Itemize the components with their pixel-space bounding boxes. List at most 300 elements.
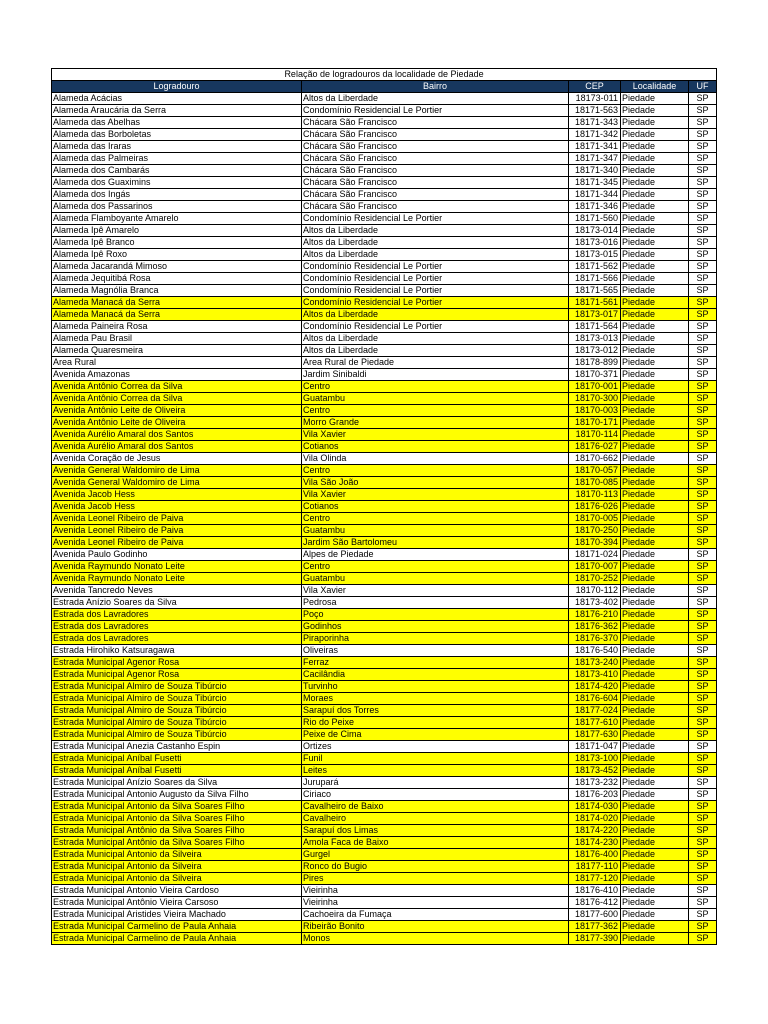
cell-cep: 18170-252 xyxy=(569,573,621,585)
cell-cep: 18173-014 xyxy=(569,225,621,237)
cell-cep: 18171-565 xyxy=(569,285,621,297)
cell-logradouro: Avenida Coração de Jesus xyxy=(52,453,302,465)
table-row xyxy=(52,405,717,417)
cell-localidade: Piedade xyxy=(621,165,689,177)
cell-logradouro: Avenida Raymundo Nonato Leite xyxy=(52,561,302,573)
cell-uf: SP xyxy=(689,813,717,825)
cell-localidade: Piedade xyxy=(621,657,689,669)
cell-localidade: Piedade xyxy=(621,105,689,117)
cell-cep: 18170-113 xyxy=(569,489,621,501)
cell-cep: 18171-563 xyxy=(569,105,621,117)
cell-logradouro: Estrada Municipal Aníbal Fusetti xyxy=(52,753,302,765)
cell-cep: 18176-026 xyxy=(569,501,621,513)
table-row xyxy=(52,129,717,141)
cell-uf: SP xyxy=(689,765,717,777)
cell-logradouro: Avenida Jacob Hess xyxy=(52,501,302,513)
cell-uf: SP xyxy=(689,645,717,657)
cell-bairro: Cotianos xyxy=(302,441,569,453)
cell-uf: SP xyxy=(689,117,717,129)
cell-localidade: Piedade xyxy=(621,645,689,657)
table-row xyxy=(52,693,717,705)
cell-logradouro: Estrada Municipal Almiro de Souza Tibúrcio xyxy=(52,729,302,741)
cell-uf: SP xyxy=(689,105,717,117)
cell-cep: 18173-452 xyxy=(569,765,621,777)
table-row xyxy=(52,681,717,693)
cell-cep: 18171-047 xyxy=(569,741,621,753)
cell-logradouro: Alameda Flamboyante Amarelo xyxy=(52,213,302,225)
header-cep: CEP xyxy=(569,81,621,93)
cell-logradouro: Estrada Municipal Almiro de Souza Tibúrcio xyxy=(52,705,302,717)
cell-cep: 18177-600 xyxy=(569,909,621,921)
cell-bairro: Vieirinha xyxy=(302,885,569,897)
cell-cep: 18171-566 xyxy=(569,273,621,285)
cell-localidade: Piedade xyxy=(621,525,689,537)
cell-cep: 18171-562 xyxy=(569,261,621,273)
cell-uf: SP xyxy=(689,729,717,741)
table-row xyxy=(52,825,717,837)
cell-logradouro: Estrada Municipal Almiro de Souza Tibúrcio xyxy=(52,693,302,705)
cell-uf: SP xyxy=(689,705,717,717)
table-row xyxy=(52,849,717,861)
table-row xyxy=(52,561,717,573)
cell-uf: SP xyxy=(689,525,717,537)
cell-cep: 18173-011 xyxy=(569,93,621,105)
cell-bairro: Vila Xavier xyxy=(302,429,569,441)
cell-cep: 18171-564 xyxy=(569,321,621,333)
cell-uf: SP xyxy=(689,321,717,333)
cell-logradouro: Alameda Araucária da Serra xyxy=(52,105,302,117)
cell-localidade: Piedade xyxy=(621,873,689,885)
cell-uf: SP xyxy=(689,849,717,861)
cell-localidade: Piedade xyxy=(621,705,689,717)
cell-localidade: Piedade xyxy=(621,405,689,417)
table-row xyxy=(52,477,717,489)
cell-bairro: Guatambu xyxy=(302,393,569,405)
cell-logradouro: Avenida Amazonas xyxy=(52,369,302,381)
cell-bairro: Sarapuí dos Limas xyxy=(302,825,569,837)
cell-bairro: Ortizes xyxy=(302,741,569,753)
cell-localidade: Piedade xyxy=(621,909,689,921)
cell-cep: 18173-232 xyxy=(569,777,621,789)
cell-uf: SP xyxy=(689,261,717,273)
cell-bairro: Centro xyxy=(302,561,569,573)
cell-logradouro: Avenida Antônio Correa da Silva xyxy=(52,393,302,405)
cell-localidade: Piedade xyxy=(621,621,689,633)
cell-uf: SP xyxy=(689,189,717,201)
cell-uf: SP xyxy=(689,717,717,729)
cell-uf: SP xyxy=(689,633,717,645)
table-row xyxy=(52,285,717,297)
cell-localidade: Piedade xyxy=(621,585,689,597)
cell-bairro: Guatambu xyxy=(302,573,569,585)
cell-bairro: Morro Grande xyxy=(302,417,569,429)
table-row xyxy=(52,573,717,585)
cell-localidade: Piedade xyxy=(621,717,689,729)
table-row xyxy=(52,657,717,669)
cell-logradouro: Estrada dos Lavradores xyxy=(52,621,302,633)
cell-localidade: Piedade xyxy=(621,393,689,405)
cell-logradouro: Alameda das Borboletas xyxy=(52,129,302,141)
cell-cep: 18176-370 xyxy=(569,633,621,645)
table-row xyxy=(52,309,717,321)
cell-logradouro: Avenida General Waldomiro de Lima xyxy=(52,465,302,477)
cell-localidade: Piedade xyxy=(621,501,689,513)
table-title: Relação de logradouros da localidade de Piedade xyxy=(52,69,717,81)
cell-logradouro: Avenida Raymundo Nonato Leite xyxy=(52,573,302,585)
cell-uf: SP xyxy=(689,501,717,513)
cell-bairro: Centro xyxy=(302,513,569,525)
cell-localidade: Piedade xyxy=(621,357,689,369)
cell-logradouro: Area Rural xyxy=(52,357,302,369)
cell-logradouro: Avenida Antônio Correa da Silva xyxy=(52,381,302,393)
cell-localidade: Piedade xyxy=(621,249,689,261)
cell-logradouro: Avenida Jacob Hess xyxy=(52,489,302,501)
cell-localidade: Piedade xyxy=(621,453,689,465)
cell-bairro: Funil xyxy=(302,753,569,765)
cell-logradouro: Estrada Municipal Antônio Vieira Carsoso xyxy=(52,897,302,909)
table-row xyxy=(52,525,717,537)
cell-uf: SP xyxy=(689,213,717,225)
cell-bairro: Altos da Liberdade xyxy=(302,309,569,321)
cell-bairro: Piraporinha xyxy=(302,633,569,645)
cell-localidade: Piedade xyxy=(621,441,689,453)
cell-localidade: Piedade xyxy=(621,729,689,741)
table-row xyxy=(52,261,717,273)
cell-bairro: Chácara São Francisco xyxy=(302,201,569,213)
table-row xyxy=(52,597,717,609)
cell-localidade: Piedade xyxy=(621,333,689,345)
cell-logradouro: Estrada Municipal Antonio da Silveira xyxy=(52,861,302,873)
cell-logradouro: Estrada Hirohiko Katsuragawa xyxy=(52,645,302,657)
cell-bairro: Vila São João xyxy=(302,477,569,489)
cell-localidade: Piedade xyxy=(621,933,689,945)
table-row xyxy=(52,333,717,345)
cell-cep: 18173-100 xyxy=(569,753,621,765)
cell-uf: SP xyxy=(689,873,717,885)
cell-bairro: Altos da Liberdade xyxy=(302,249,569,261)
table-row xyxy=(52,633,717,645)
cell-uf: SP xyxy=(689,657,717,669)
cell-logradouro: Alameda Magnólia Branca xyxy=(52,285,302,297)
cell-uf: SP xyxy=(689,249,717,261)
cell-localidade: Piedade xyxy=(621,513,689,525)
cell-uf: SP xyxy=(689,753,717,765)
table-row xyxy=(52,765,717,777)
table-row xyxy=(52,813,717,825)
cell-logradouro: Alameda dos Guaximins xyxy=(52,177,302,189)
cell-localidade: Piedade xyxy=(621,321,689,333)
cell-logradouro: Avenida General Waldomiro de Lima xyxy=(52,477,302,489)
cell-cep: 18170-085 xyxy=(569,477,621,489)
table-row xyxy=(52,117,717,129)
table-row xyxy=(52,369,717,381)
cell-uf: SP xyxy=(689,897,717,909)
cell-bairro: Condomínio Residencial Le Portier xyxy=(302,297,569,309)
cell-bairro: Cotianos xyxy=(302,501,569,513)
cell-bairro: Altos da Liberdade xyxy=(302,237,569,249)
cell-cep: 18178-899 xyxy=(569,357,621,369)
cell-uf: SP xyxy=(689,417,717,429)
cell-cep: 18176-410 xyxy=(569,885,621,897)
table-row xyxy=(52,417,717,429)
cell-localidade: Piedade xyxy=(621,777,689,789)
cell-cep: 18170-394 xyxy=(569,537,621,549)
cell-cep: 18171-342 xyxy=(569,129,621,141)
cell-uf: SP xyxy=(689,537,717,549)
table-row xyxy=(52,717,717,729)
cell-cep: 18176-400 xyxy=(569,849,621,861)
table-row xyxy=(52,669,717,681)
cell-bairro: Vila Xavier xyxy=(302,489,569,501)
cell-uf: SP xyxy=(689,801,717,813)
cell-bairro: Cavalheiro xyxy=(302,813,569,825)
cell-bairro: Chácara São Francisco xyxy=(302,141,569,153)
cell-uf: SP xyxy=(689,309,717,321)
cell-cep: 18173-015 xyxy=(569,249,621,261)
cell-localidade: Piedade xyxy=(621,117,689,129)
cell-localidade: Piedade xyxy=(621,477,689,489)
cell-bairro: Altos da Liberdade xyxy=(302,93,569,105)
cell-logradouro: Estrada Municipal Antonio da Silveira xyxy=(52,849,302,861)
table-row xyxy=(52,453,717,465)
cell-logradouro: Avenida Paulo Godinho xyxy=(52,549,302,561)
cell-logradouro: Avenida Aurélio Amaral dos Santos xyxy=(52,441,302,453)
cell-uf: SP xyxy=(689,825,717,837)
cell-logradouro: Estrada Municipal Aristides Vieira Machado xyxy=(52,909,302,921)
table-row xyxy=(52,909,717,921)
cell-localidade: Piedade xyxy=(621,297,689,309)
cell-cep: 18171-347 xyxy=(569,153,621,165)
cell-bairro: Pires xyxy=(302,873,569,885)
cell-localidade: Piedade xyxy=(621,789,689,801)
cell-localidade: Piedade xyxy=(621,549,689,561)
table-row xyxy=(52,381,717,393)
cell-logradouro: Avenida Leonel Ribeiro de Paiva xyxy=(52,537,302,549)
cell-logradouro: Avenida Antônio Leite de Oliveira xyxy=(52,417,302,429)
cell-uf: SP xyxy=(689,285,717,297)
cell-logradouro: Avenida Leonel Ribeiro de Paiva xyxy=(52,513,302,525)
cell-bairro: Peixe de Cima xyxy=(302,729,569,741)
cell-logradouro: Estrada Municipal Almiro de Souza Tibúrcio xyxy=(52,717,302,729)
cell-uf: SP xyxy=(689,861,717,873)
cell-bairro: Jardim São Bartolomeu xyxy=(302,537,569,549)
header-logradouro: Logradouro xyxy=(52,81,302,93)
cell-logradouro: Estrada Municipal Aníbal Fusetti xyxy=(52,765,302,777)
cell-logradouro: Estrada Municipal Antonio da Silva Soares Filho xyxy=(52,801,302,813)
cell-localidade: Piedade xyxy=(621,597,689,609)
cell-cep: 18177-024 xyxy=(569,705,621,717)
cell-uf: SP xyxy=(689,597,717,609)
table-row xyxy=(52,429,717,441)
cell-bairro: Condomínio Residencial Le Portier xyxy=(302,273,569,285)
cell-logradouro: Estrada Municipal Agenor Rosa xyxy=(52,669,302,681)
table-row xyxy=(52,621,717,633)
cell-uf: SP xyxy=(689,225,717,237)
cell-uf: SP xyxy=(689,333,717,345)
cell-cep: 18173-240 xyxy=(569,657,621,669)
cell-uf: SP xyxy=(689,669,717,681)
cell-localidade: Piedade xyxy=(621,537,689,549)
cell-cep: 18170-057 xyxy=(569,465,621,477)
header-localidade: Localidade xyxy=(621,81,689,93)
cell-logradouro: Estrada Municipal Antonio da Silva Soares Filho xyxy=(52,813,302,825)
table-row xyxy=(52,249,717,261)
cell-localidade: Piedade xyxy=(621,465,689,477)
table-row xyxy=(52,933,717,945)
table-row xyxy=(52,741,717,753)
cell-localidade: Piedade xyxy=(621,861,689,873)
cell-cep: 18170-112 xyxy=(569,585,621,597)
cell-localidade: Piedade xyxy=(621,681,689,693)
cell-uf: SP xyxy=(689,513,717,525)
cell-logradouro: Alameda Manacá da Serra xyxy=(52,309,302,321)
cell-cep: 18170-005 xyxy=(569,513,621,525)
cell-cep: 18173-410 xyxy=(569,669,621,681)
cell-localidade: Piedade xyxy=(621,345,689,357)
cell-uf: SP xyxy=(689,789,717,801)
cell-bairro: Condomínio Residencial Le Portier xyxy=(302,285,569,297)
cell-bairro: Vila Olinda xyxy=(302,453,569,465)
cell-uf: SP xyxy=(689,561,717,573)
table-row xyxy=(52,93,717,105)
cell-cep: 18177-630 xyxy=(569,729,621,741)
cell-localidade: Piedade xyxy=(621,177,689,189)
cell-bairro: Pedrosa xyxy=(302,597,569,609)
cell-logradouro: Estrada Municipal Antônio da Silva Soares Filho xyxy=(52,825,302,837)
cell-bairro: Condomínio Residencial Le Portier xyxy=(302,105,569,117)
cell-logradouro: Estrada Municipal Almiro de Souza Tibúrcio xyxy=(52,681,302,693)
cell-localidade: Piedade xyxy=(621,609,689,621)
table-row xyxy=(52,885,717,897)
cell-uf: SP xyxy=(689,777,717,789)
cell-cep: 18176-540 xyxy=(569,645,621,657)
table-row xyxy=(52,861,717,873)
cell-uf: SP xyxy=(689,153,717,165)
cell-bairro: Cacilândia xyxy=(302,669,569,681)
cell-uf: SP xyxy=(689,549,717,561)
cell-localidade: Piedade xyxy=(621,417,689,429)
cell-bairro: Sarapuí dos Torres xyxy=(302,705,569,717)
header-bairro: Bairro xyxy=(302,81,569,93)
cell-cep: 18176-362 xyxy=(569,621,621,633)
cell-localidade: Piedade xyxy=(621,429,689,441)
table-row xyxy=(52,705,717,717)
cell-bairro: Centro xyxy=(302,405,569,417)
cell-bairro: Chácara São Francisco xyxy=(302,153,569,165)
cell-bairro: Chácara São Francisco xyxy=(302,189,569,201)
cell-bairro: Altos da Liberdade xyxy=(302,345,569,357)
table-row xyxy=(52,393,717,405)
table-row xyxy=(52,777,717,789)
cell-cep: 18176-604 xyxy=(569,693,621,705)
cell-cep: 18173-013 xyxy=(569,333,621,345)
cell-bairro: Cachoeira da Fumaça xyxy=(302,909,569,921)
table-row xyxy=(52,237,717,249)
cell-cep: 18171-343 xyxy=(569,117,621,129)
cell-localidade: Piedade xyxy=(621,201,689,213)
cell-bairro: Leites xyxy=(302,765,569,777)
cell-bairro: Monos xyxy=(302,933,569,945)
cell-cep: 18177-110 xyxy=(569,861,621,873)
table-row xyxy=(52,549,717,561)
cell-uf: SP xyxy=(689,393,717,405)
cell-uf: SP xyxy=(689,141,717,153)
cell-cep: 18171-340 xyxy=(569,165,621,177)
cell-uf: SP xyxy=(689,369,717,381)
table-row xyxy=(52,501,717,513)
table-row xyxy=(52,921,717,933)
cell-uf: SP xyxy=(689,477,717,489)
cell-uf: SP xyxy=(689,429,717,441)
cell-cep: 18177-120 xyxy=(569,873,621,885)
cell-logradouro: Alameda dos Cambarás xyxy=(52,165,302,177)
cell-uf: SP xyxy=(689,693,717,705)
cell-bairro: Vieirinha xyxy=(302,897,569,909)
table-row xyxy=(52,465,717,477)
table-row xyxy=(52,345,717,357)
cell-localidade: Piedade xyxy=(621,753,689,765)
cell-uf: SP xyxy=(689,345,717,357)
table-row xyxy=(52,837,717,849)
table-row xyxy=(52,357,717,369)
cell-logradouro: Alameda Manacá da Serra xyxy=(52,297,302,309)
cell-logradouro: Alameda dos Ingás xyxy=(52,189,302,201)
cell-logradouro: Estrada Municipal Carmelino de Paula Anhaia xyxy=(52,921,302,933)
cell-logradouro: Estrada Municipal Anezia Castanho Espin xyxy=(52,741,302,753)
cell-uf: SP xyxy=(689,909,717,921)
cell-logradouro: Avenida Leonel Ribeiro de Paiva xyxy=(52,525,302,537)
cell-bairro: Ciriaco xyxy=(302,789,569,801)
cell-bairro: Ribeirão Bonito xyxy=(302,921,569,933)
cell-localidade: Piedade xyxy=(621,669,689,681)
table-row xyxy=(52,273,717,285)
cell-localidade: Piedade xyxy=(621,765,689,777)
cell-bairro: Chácara São Francisco xyxy=(302,177,569,189)
table-body xyxy=(52,93,717,945)
cell-logradouro: Estrada Municipal Antonio da Silveira xyxy=(52,873,302,885)
cell-cep: 18170-250 xyxy=(569,525,621,537)
cell-bairro: Turvinho xyxy=(302,681,569,693)
cell-bairro: Oliveiras xyxy=(302,645,569,657)
cell-uf: SP xyxy=(689,837,717,849)
cell-logradouro: Estrada dos Lavradores xyxy=(52,633,302,645)
cell-cep: 18170-371 xyxy=(569,369,621,381)
table-row xyxy=(52,177,717,189)
cell-bairro: Chácara São Francisco xyxy=(302,165,569,177)
cell-bairro: Cavalheiro de Baixo xyxy=(302,801,569,813)
cell-uf: SP xyxy=(689,237,717,249)
cell-cep: 18170-114 xyxy=(569,429,621,441)
cell-uf: SP xyxy=(689,177,717,189)
cell-cep: 18173-012 xyxy=(569,345,621,357)
cell-localidade: Piedade xyxy=(621,93,689,105)
table-row xyxy=(52,537,717,549)
table-row xyxy=(52,609,717,621)
table-row xyxy=(52,189,717,201)
table-row xyxy=(52,225,717,237)
cell-bairro: Poço xyxy=(302,609,569,621)
cell-cep: 18170-001 xyxy=(569,381,621,393)
cell-cep: 18171-346 xyxy=(569,201,621,213)
cell-uf: SP xyxy=(689,357,717,369)
cell-cep: 18173-016 xyxy=(569,237,621,249)
cell-bairro: Jardim Sinibaldi xyxy=(302,369,569,381)
cell-cep: 18170-003 xyxy=(569,405,621,417)
cell-logradouro: Estrada Municipal Anízio Soares da Silva xyxy=(52,777,302,789)
cell-uf: SP xyxy=(689,609,717,621)
cell-logradouro: Alameda das Iraras xyxy=(52,141,302,153)
cell-bairro: Ronco do Bugio xyxy=(302,861,569,873)
